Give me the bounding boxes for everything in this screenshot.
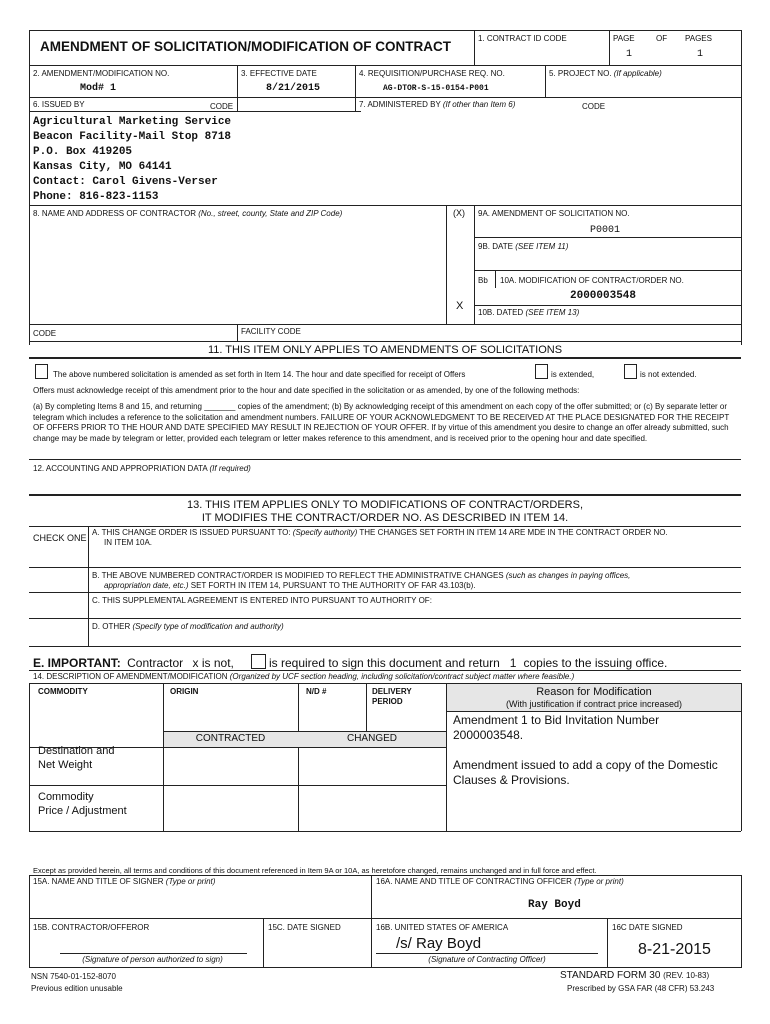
previous-edition-text: Previous edition unusable <box>31 984 123 993</box>
gsa-text: Prescribed by GSA FAR (48 CFR) 53.243 <box>567 984 715 993</box>
project-no-label <box>549 69 662 78</box>
modification-x-mark: X <box>456 300 464 312</box>
requisition-value: AG-DTOR-S-15-0154-P001 <box>383 84 489 93</box>
signer-note: (Type or print) <box>165 877 216 886</box>
commodity-price-label <box>38 790 127 818</box>
option-b-line2-note: appropriation date, etc.) <box>104 581 189 590</box>
amendment-no-value: Mod# 1 <box>80 83 117 94</box>
address-line: Agricultural Marketing Service <box>33 116 232 128</box>
not-extended-checkbox[interactable] <box>624 364 637 379</box>
option-b-text <box>92 571 630 580</box>
delivery-header-line2: PERIOD <box>372 697 403 706</box>
important-line <box>33 656 234 670</box>
nsn-text: NSN 7540-01-152-8070 <box>31 972 116 981</box>
dated-10b-text: 10B. DATED <box>478 308 524 317</box>
requisition-label: 4. REQUISITION/PURCHASE REQ. NO. <box>359 69 505 78</box>
signature-officer-caption: (Signature of Contracting Officer) <box>428 955 546 964</box>
administered-by-note: (If other than Item 6) <box>442 100 516 109</box>
commodity-price-line1: Commodity <box>38 791 94 803</box>
delivery-header <box>372 687 412 707</box>
option-a-text <box>92 528 668 537</box>
officer-date-signed: 8-21-2015 <box>638 941 711 958</box>
modification-no-value: 2000003548 <box>570 290 637 302</box>
option-a-line2: IN ITEM 10A. <box>104 538 153 547</box>
amendment-no-label: 2. AMENDMENT/MODIFICATION NO. <box>33 69 170 78</box>
administered-by-label <box>359 100 515 109</box>
effective-date-label: 3. EFFECTIVE DATE <box>241 69 317 78</box>
item13-heading <box>29 499 741 525</box>
option-a-main: A. THIS CHANGE ORDER IS ISSUED PURSUANT TO: <box>92 528 291 537</box>
item11-paragraph: (a) By completing Items 8 and 15, and returning _______ copies of the amendment; (b) By acknowledging receipt of this amendment on each copy of the offer submitted; or (c) By separate letter or telegram which includes a reference to the solicitation and amendment numbers. FAILURE OF YOUR ACKNOWLEDGMENT TO BE RECEIVED AT THE PLACE DESIGNATED FOR THE RECEIPT OF OFFERS PRIOR TO THE HOUR AND DATE SPECIFIED MAY RESULT IN REJECTION OF YOUR OFFER. If by virtue of this amendment you desire to change an offer already submitted, such change may be made by telegram or letter, provided each telegram or letter makes reference to this amendment, and is received prior to the opening hour and date specified. <box>33 402 730 443</box>
option-d-note: (Specify type of modification and authority) <box>132 622 284 631</box>
accounting-text: 12. ACCOUNTING AND APPROPRIATION DATA <box>33 464 208 473</box>
changed-header: CHANGED <box>346 733 397 744</box>
important-x: x <box>192 656 199 670</box>
except-text: Except as provided herein, all terms and conditions of this document referenced in Item 9A or 10A, as heretofore changed, remains unchanged and in full force and effect. <box>33 866 597 875</box>
important-label: E. IMPORTANT: <box>33 656 121 670</box>
item13-heading-line2: IT MODIFIES THE CONTRACT/ORDER NO. AS DESCRIBED IN ITEM 14. <box>201 512 569 524</box>
option-b-line2-text: SET FORTH IN ITEM 14, PURSUANT TO THE AUTHORITY OF FAR 43.103(b). <box>190 581 476 590</box>
facility-code-label: FACILITY CODE <box>241 327 301 336</box>
issued-by-address <box>33 115 231 205</box>
date-9b-text: 9B. DATE <box>478 242 513 251</box>
contractor-text: 8. NAME AND ADDRESS OF CONTRACTOR <box>33 209 196 218</box>
contractor-label <box>33 209 342 218</box>
form-title: AMENDMENT OF SOLICITATION/MODIFICATION OF CONTRACT <box>40 39 451 54</box>
is-extended-label: is extended, <box>551 370 595 379</box>
administered-code-label: CODE <box>582 102 606 111</box>
date-9b-label <box>478 242 568 251</box>
destination-label <box>38 744 114 772</box>
signer-text: 15A. NAME AND TITLE OF SIGNER <box>33 877 164 886</box>
item13-heading-line1: 13. THIS ITEM APPLIES ONLY TO MODIFICATIONS OF CONTRACT/ORDERS, <box>186 499 584 511</box>
contractor-offeror-label: 15B. CONTRACTOR/OFFEROR <box>33 923 150 932</box>
origin-header: ORIGIN <box>170 687 199 696</box>
commodity-header: COMMODITY <box>38 687 88 696</box>
nd-header: N/D # <box>306 687 327 696</box>
pages-count: 1 <box>697 49 704 60</box>
reason-line: 2000003548. <box>453 728 524 742</box>
address-line: P.O. Box 419205 <box>33 146 133 158</box>
destination-line1: Destination and <box>38 745 115 757</box>
officer-note: (Type or print) <box>574 877 624 886</box>
address-line: Phone: 816-823-1153 <box>33 191 159 203</box>
project-no-text: 5. PROJECT NO. <box>549 69 612 78</box>
important-contractor: Contractor <box>127 656 184 670</box>
reason-subtitle: (With justification if contract price increased) <box>505 699 683 709</box>
modification-no-label: 10A. MODIFICATION OF CONTRACT/ORDER NO. <box>500 276 684 285</box>
option-d-main: D. OTHER <box>92 622 131 631</box>
reason-line: Amendment issued to add a copy of the Domestic <box>453 758 718 772</box>
option-b-line2 <box>104 581 476 590</box>
dated-10b-note: (SEE ITEM 13) <box>525 308 580 317</box>
standard-form-label <box>560 970 709 981</box>
address-line: Kansas City, MO 64141 <box>33 161 172 173</box>
solicitation-no-value: P0001 <box>590 225 621 236</box>
address-line: Beacon Facility-Mail Stop 8718 <box>33 131 232 143</box>
officer-name: Ray Boyd <box>528 899 581 911</box>
revision-text: (REV. 10-83) <box>663 971 710 980</box>
important-line-rest <box>269 656 667 671</box>
accounting-label <box>33 464 251 473</box>
contractor-code-label: CODE <box>33 329 57 338</box>
solicitation-no-label: 9A. AMENDMENT OF SOLICITATION NO. <box>478 209 630 218</box>
reason-line: Amendment 1 to Bid Invitation Number <box>453 713 660 727</box>
delivery-header-line1: DELIVERY <box>372 687 412 696</box>
page-label: PAGE <box>613 34 635 43</box>
reason-text <box>453 713 739 788</box>
is-extended-checkbox[interactable] <box>535 364 548 379</box>
is-required-checkbox[interactable] <box>251 654 266 669</box>
project-no-note: (If applicable) <box>613 69 662 78</box>
important-is-not: is not, <box>201 656 234 670</box>
reason-line <box>453 743 739 758</box>
option-b-main: B. THE ABOVE NUMBERED CONTRACT/ORDER IS MODIFIED TO REFLECT THE ADMINISTRATIVE CHANGES <box>92 571 504 580</box>
option-a-rest: THE CHANGES SET FORTH IN ITEM 14 ARE MDE IN THE CONTRACT ORDER NO. <box>359 528 668 537</box>
of-label: OF <box>656 34 668 43</box>
option-c-text: C. THIS SUPPLEMENTAL AGREEMENT IS ENTERED INTO PURSUANT TO AUTHORITY OF: <box>92 596 432 605</box>
issued-by-label: 6. ISSUED BY <box>33 100 85 109</box>
date-signed-16c-label: 16C DATE SIGNED <box>612 923 683 932</box>
bb-label: Bb <box>478 276 488 285</box>
issued-code-label: CODE <box>210 102 234 111</box>
item11-line2: Offers must acknowledge receipt of this amendment prior to the hour and date specified in the solicitation or as amended, by one of the following methods: <box>33 386 580 395</box>
dated-10b-label <box>478 308 579 317</box>
solicitation-amended-checkbox[interactable] <box>35 364 48 379</box>
destination-line2: Net Weight <box>38 759 93 771</box>
item11-heading: 11. THIS ITEM ONLY APPLIES TO AMENDMENTS OF SOLICITATIONS <box>207 344 563 356</box>
description-label <box>33 672 574 681</box>
option-b-note: (such as changes in paying offices, <box>505 571 631 580</box>
x-column-header: (X) <box>453 208 465 218</box>
contracted-header: CONTRACTED <box>195 733 266 744</box>
standard-form-text: STANDARD FORM 30 <box>560 970 661 981</box>
officer-signature: /s/ Ray Boyd <box>396 935 482 952</box>
contractor-note: (No., street, county, State and ZIP Code) <box>198 209 343 218</box>
address-line: Contact: Carol Givens-Verser <box>33 176 218 188</box>
option-d-text <box>92 622 284 631</box>
reason-title: Reason for Modification <box>536 686 652 698</box>
reason-line: Clauses & Provisions. <box>453 773 570 787</box>
date-signed-15c-label: 15C. DATE SIGNED <box>268 923 341 932</box>
officer-text: 16A. NAME AND TITLE OF CONTRACTING OFFICER <box>376 877 572 886</box>
contract-id-label: 1. CONTRACT ID CODE <box>478 34 567 43</box>
important-required: is required to sign this document and return <box>269 656 500 670</box>
accounting-note: (If required) <box>209 464 251 473</box>
copies-value[interactable]: 1 <box>506 656 520 671</box>
check-one-label: CHECK ONE <box>33 533 87 543</box>
date-9b-note: (SEE ITEM 11) <box>515 242 569 251</box>
item11-line1: The above numbered solicitation is amended as set forth in Item 14. The hour and date specified for receipt of Offers <box>53 370 466 379</box>
united-states-label: 16B. UNITED STATES OF AMERICA <box>376 923 509 932</box>
not-extended-label: is not extended. <box>640 370 697 379</box>
page-number: 1 <box>626 49 633 60</box>
commodity-price-line2: Price / Adjustment <box>38 805 127 817</box>
pages-label: PAGES <box>685 34 712 43</box>
description-text: 14. DESCRIPTION OF AMENDMENT/MODIFICATION <box>33 672 228 681</box>
officer-label <box>376 877 624 886</box>
copies-text: copies to the issuing office. <box>523 656 668 670</box>
effective-date-value: 8/21/2015 <box>266 83 321 94</box>
description-note: (Organized by UCF section heading, including solicitation/contract subject matter where feasible.) <box>229 672 575 681</box>
signer-label <box>33 877 215 886</box>
administered-by-text: 7. ADMINISTERED BY <box>359 100 441 109</box>
option-a-note: (Specify authority) <box>292 528 358 537</box>
signature-person-caption: (Signature of person authorized to sign) <box>82 955 223 964</box>
